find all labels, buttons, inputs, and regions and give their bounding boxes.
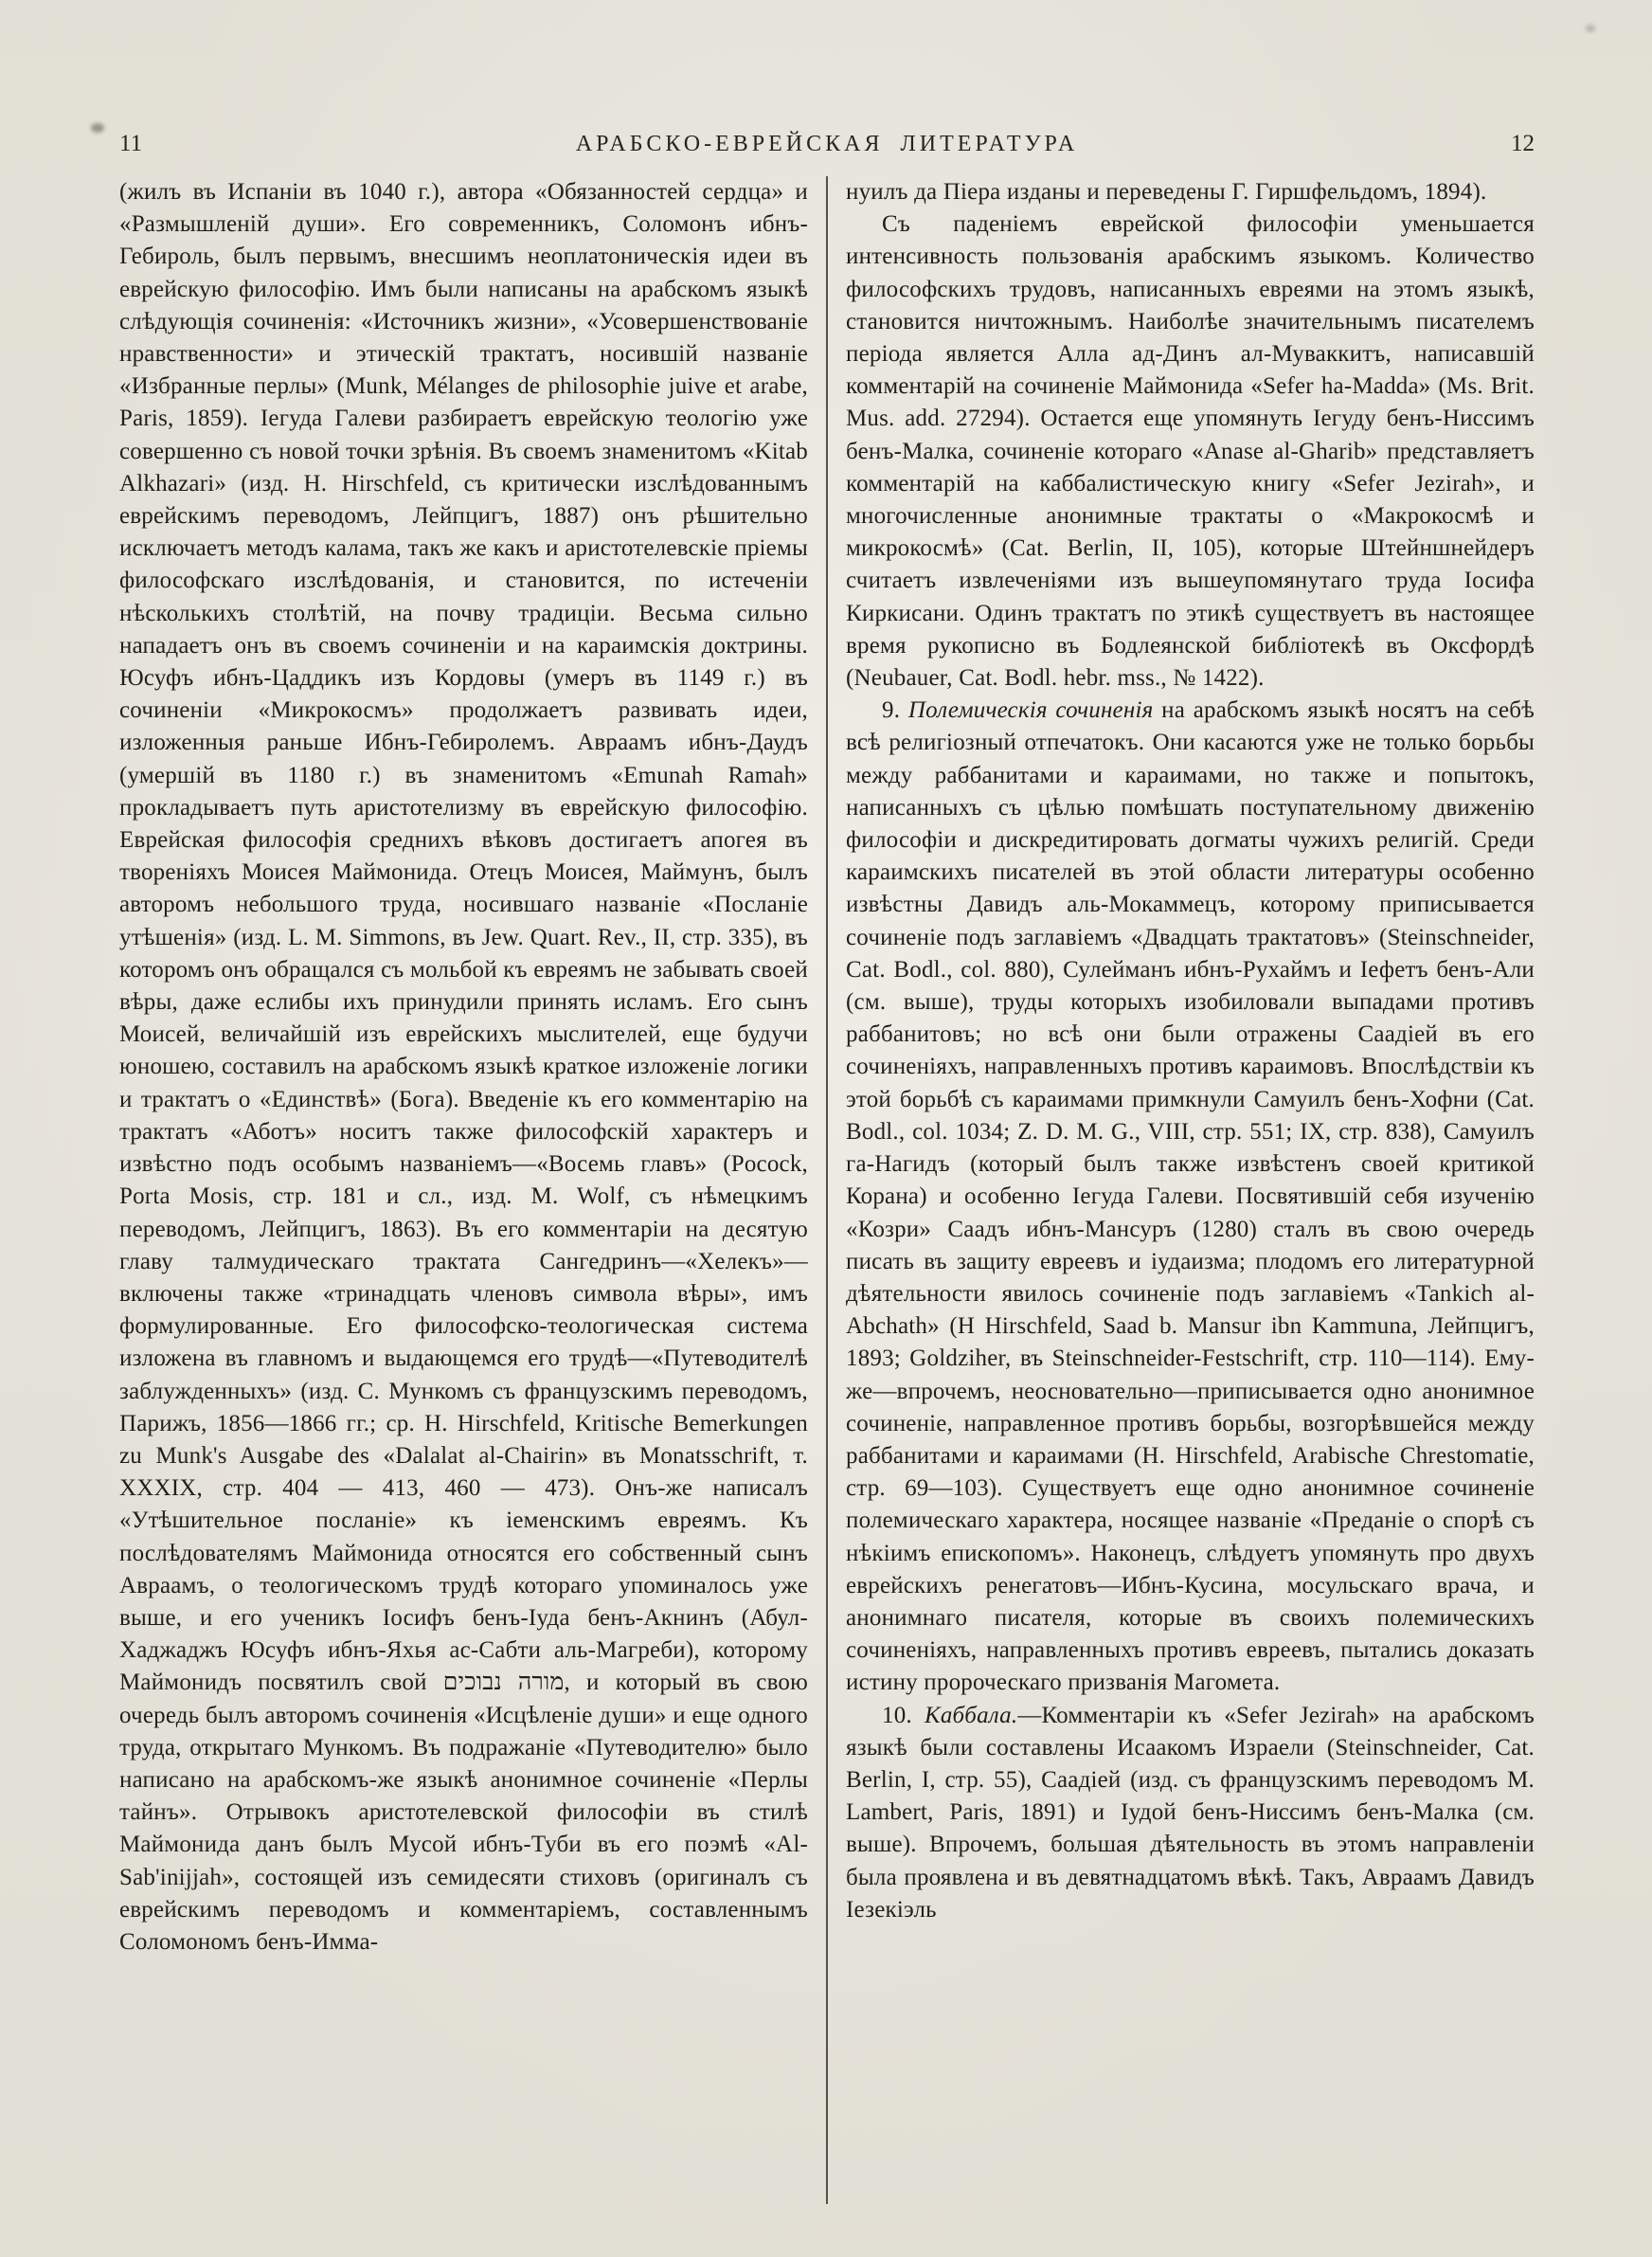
paragraph — [846, 1700, 1535, 1926]
scan-artifact — [91, 123, 104, 133]
text-segment: (жилъ въ Испаніи въ 1040 г.), автора «Обязанностей сердца» и «Размышленій души». Его современникъ, Соломонъ ибнъ-Гебироль, былъ первымъ, внесшимъ неоплатоническія идеи въ еврейскую философію. Имъ были написаны на арабскомъ языкѣ слѣдующія сочиненія: «Источникъ жизни», «Усовершенствованіе нравственности» и этическій трактатъ, носившій названіе «Избранные перлы» (Munk, Mélanges de philosophie juive et arabe, Paris, 1859). Іегуда Галеви разбираетъ еврейскую теологію уже совершенно съ новой точки зрѣнія. Въ своемъ знаменитомъ «Kitab Alkhazari» (изд. H. Hirschfeld, съ критически изслѣдованнымъ еврейскимъ переводомъ, Лейпцигъ, 1887) онъ рѣшительно исключаетъ методъ калама, такъ же какъ и аристотелевскіе пріемы философскаго изслѣдованія, и становится, по истеченіи нѣсколькихъ столѣтій, на почву традиціи. Весьма сильно нападаетъ онъ въ своемъ сочиненіи и на караимскія доктрины. Юсуфъ ибнъ-Цаддикъ изъ Кордовы (умеръ въ 1149 г.) въ сочиненіи «Микрокосмъ» продолжаетъ развивать идеи, изложенныя раньше Ибнъ-Гебиролемъ. Авраамъ ибнъ-Даудъ (умершій въ 1180 г.) въ знаменитомъ «Emunah Ramah» прокладываетъ путь аристотелизму въ еврейскую философію. Еврейская философія среднихъ вѣковъ достигаетъ апогея въ твореніяхъ Моисея Маймонида. Отецъ Моисея, Маймунъ, былъ авторомъ небольшого труда, носившаго названіе «Посланіе утѣшенія» (изд. L. M. Simmons, въ Jew. Quart. Rev., II, стр. 335), въ которомъ онъ обращался съ мольбой къ евреямъ не забывать своей вѣры, даже еслибы ихъ принудили принять исламъ. Его сынъ Моисей, величайшій изъ еврейскихъ мыслителей, еще будучи юношею, составилъ на арабскомъ языкѣ краткое изложеніе логики и трактатъ о «Единствѣ» (Бога). Введеніе къ его комментарію на трактатъ «Аботъ» носитъ также философскій характеръ и извѣстно подъ особымъ названіемъ—«Восемь главъ» (Pocock, Porta Mosis, стр. 181 и сл., изд. M. Wolf, съ нѣмецкимъ переводомъ, Лейпцигъ, 1863). Въ его комментаріи на десятую главу талмудическаго трактата Сангедринъ—«Хелекъ»—включены также «тринадцать членовъ символа вѣры», имъ формулированные. Его философско-теологическая система изложена въ главномъ и выдающемся его трудѣ—«Путеводителѣ заблужденныхъ» (изд. С. Мункомъ съ французскимъ переводомъ, Парижъ, 1856—1866 гг.; ср. H. Hirschfeld, Kritische Bemerkungen zu Munk's Ausgabe des «Dalalat al-Chairin» въ Monatsschrift, т. XXXIX, стр. 404 — 413, 460 — 473). Онъ-же написалъ «Утѣшительное посланіе» къ іеменскимъ евреямъ. Къ послѣдователямъ Маймонида относятся его собственный сынъ Авраамъ, о теологическомъ трудѣ котораго упоминалось уже выше, и его ученикъ Іосифъ бенъ-Іуда бенъ-Акнинъ (Абул-Хаджаджъ Юсуфъ ибнъ-Яхья ас-Сабти аль-Магреби), которому Маймонидъ посвятилъ свой מורה נבוכים, и который въ свою очередь былъ авторомъ сочиненія «Исцѣленіе души» и еще одного труда, открытаго Мункомъ. Въ подражаніе «Путеводителю» было написано на арабскомъ-же языкѣ анонимное сочиненіе «Перлы тайнъ». Отрывокъ аристотелевской философіи въ стилѣ Маймонида данъ былъ Мусой ибнъ-Туби въ его поэмѣ «Al-Sab'inijjah», состоящей изъ семидесяти стиховъ (оригиналъ съ еврейскимъ переводомъ и комментаріемъ, составленнымъ Соломономъ бенъ-Имма- — [119, 179, 808, 1955]
page-number-left: 11 — [119, 131, 143, 156]
text-segment: на арабскомъ языкѣ носятъ на себѣ всѣ религіозный отпечатокъ. Они касаются уже не только борьбы между раббанитами и караимами, но также и попытокъ, написанныхъ съ цѣлью помѣшать поступательному движенію философіи и дискредитировать догматы чужихъ религій. Среди караимскихъ писателей въ этой области литературы особенно извѣстны Давидъ аль-Мокаммецъ, которому приписывается сочиненіе подъ заглавіемъ «Двадцать трактатовъ» (Steinschneider, Cat. Bodl., col. 880), Сулейманъ ибнъ-Рухаймъ и Іефетъ бенъ-Али (см. выше), труды которыхъ изобиловали выпадами противъ раббанитовъ; но всѣ они были отражены Саадіей въ его сочиненіяхъ, направленныхъ противъ караимовъ. Впослѣдствіи къ этой борьбѣ съ караимами примкнули Самуилъ бенъ-Хофни (Cat. Bodl., col. 1034; Z. D. M. G., VIII, стр. 551; IX, стр. 838), Самуилъ га-Нагидъ (который былъ также извѣстенъ своей критикой Корана) и особенно Іегуда Галеви. Посвятившій себя изученію «Козри» Саадъ ибнъ-Мансуръ (1280) сталъ въ свою очередь писать въ защиту евреевъ и іудаизма; плодомъ его литературной дѣятельности явилось сочиненіе подъ заглавіемъ «Tankich al-Abchath» (H Hirschfeld, Saad b. Mansur ibn Kammuna, Лейпцигъ, 1893; Goldziher, въ Steinschneider-Festschrift, стр. 110—114). Ему-же—впрочемъ, неосновательно—приписывается одно анонимное сочиненіе, направленное противъ борьбы, возгорѣвшейся между раббанитами и караимами (H. Hirschfeld, Arabische Chrestomatie, стр. 69—103). Существуетъ еще одно анонимное сочиненіе полемическаго характера, носящее названіе «Преданіе о спорѣ съ нѣкіимъ епископомъ». Наконецъ, слѣдуетъ упомянуть про двухъ еврейскихъ ренегатовъ—Ибнъ-Кусина, мосульскаго врача, и анонимнаго писателя, которые въ своихъ полемическихъ сочиненіяхъ, направленныхъ противъ евреевъ, пытались доказать истину пророческаго призванія Магомета. — [846, 697, 1535, 1696]
right-column — [826, 176, 1535, 2204]
italic-text-segment: Полемическія сочиненія — [907, 697, 1154, 724]
left-column — [119, 176, 826, 2204]
paragraph — [119, 176, 808, 1959]
scan-artifact — [1586, 25, 1595, 32]
text-segment: 10. — [882, 1702, 925, 1728]
paragraph — [846, 208, 1535, 695]
text-segment: нуилъ да Піера изданы и переведены Г. Гиршфельдомъ, 1894). — [846, 179, 1487, 205]
paragraph — [846, 176, 1535, 208]
text-segment: Съ паденіемъ еврейской философіи уменьшается интенсивность пользованія арабскимъ языкомъ. Количество философскихъ трудовъ, написанныхъ евреями на этомъ языкѣ, становится ничтожнымъ. Наиболѣе значительнымъ писателемъ періода является Алла ад-Динъ ал-Муваккитъ, написавшій комментарій на сочиненіе Маймонида «Sefer ha-Madda» (Ms. Brit. Mus. add. 27294). Остается еще упомянуть Іегуду бенъ-Ниссимъ бенъ-Малка, сочиненіе котораго «Anase al-Gharib» представляетъ комментарій на каббалистическую книгу «Sefer Jezirah», и многочисленные анонимные трактаты о «Макрокосмѣ и микрокосмѣ» (Cat. Berlin, II, 105), которые Штейншнейдеръ считаетъ извлеченіями изъ вышеупомянутаго труда Іосифа Киркисани. Одинъ трактатъ по этикѣ существуетъ въ настоящее время рукописно въ Бодлеянской библіотекѣ въ Оксфордѣ (Neubauer, Cat. Bodl. hebr. mss., № 1422). — [846, 211, 1535, 692]
two-column-layout — [119, 176, 1535, 2204]
running-header — [119, 131, 1535, 157]
paragraph — [846, 695, 1535, 1699]
text-segment: —Комментаріи къ «Sefer Jezirah» на арабскомъ языкѣ были составлены Исаакомъ Израели (Steinschneider, Cat. Berlin, I, стр. 55), Саадіей (изд. съ французскимъ переводомъ M. Lambert, Paris, 1891) и Іудой бенъ-Ниссимъ бенъ-Малка (см. выше). Впрочемъ, большая дѣятельность въ этомъ направленіи была проявлена и въ девятнадцатомъ вѣкѣ. Такъ, Авраамъ Давидъ Іезекіэль — [846, 1702, 1535, 1923]
page-number-right: 12 — [1511, 131, 1535, 156]
text-block — [119, 131, 1535, 2204]
page-title: АРАБСКО-ЕВРЕЙСКАЯ ЛИТЕРАТУРА — [575, 132, 1079, 156]
italic-text-segment: Каббала. — [925, 1702, 1018, 1728]
text-segment: 9. — [882, 697, 908, 724]
